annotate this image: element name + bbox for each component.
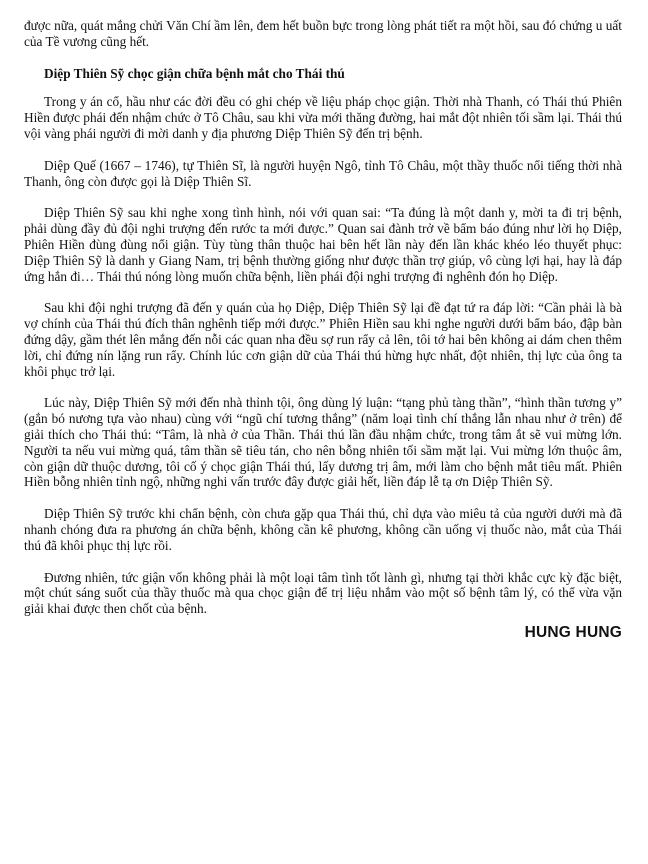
paragraph: Diệp Quế (1667 – 1746), tự Thiên Sĩ, là người huyện Ngô, tỉnh Tô Châu, một thầy thuốc nổi tiếng thời nhà Thanh, ông còn được gọi là Diệp Thiên Sĩ. <box>24 157 622 189</box>
paragraph: Trong y án cổ, hầu như các đời đều có ghi chép về liệu pháp chọc giận. Thời nhà Thanh, có Thái thú Phiên Hiền được phái đến nhậm chức ở Tô Châu, sau khi vừa mới thăng đường, hai mắt đột nhiên tối sầm lại. Thái thú vội vàng phái người đi mời danh y địa phương Diệp Thiên Sỹ đến trị bệnh. <box>24 94 622 141</box>
author-byline: HUNG HUNG <box>524 623 622 641</box>
paragraph: Đương nhiên, tức giận vốn không phải là một loại tâm tình tốt lành gì, nhưng tại thời khắc cực kỳ đặc biệt, một chút sáng suốt của thầy thuốc mà qua chọc giận để trị liệu nhắm vào một số bệnh tâm lý, có thể vừa vặn giải khai được then chốt của bệnh. <box>24 569 622 617</box>
paragraph: Diệp Thiên Sỹ trước khi chẩn bệnh, còn chưa gặp qua Thái thú, chỉ dựa vào miêu tả của người dưới mà đã nhanh chóng đưa ra phương án chữa bệnh, không cần kê phương, không cần uống vị thuốc nào, mắt của Thái thú đã khôi phục thị lực rồi. <box>24 506 622 553</box>
section-heading: Diệp Thiên Sỹ chọc giận chữa bệnh mắt cho Thái thú <box>44 65 345 81</box>
paragraph: Diệp Thiên Sỹ sau khi nghe xong tình hình, nói với quan sai: “Ta đúng là một danh y, mời ta đi trị bệnh, phải dùng đầy đủ đội nghi trượng đến rước ta mới được.” Quan sai đành trở về bẩm báo đúng như lời họ Diệp, Phiên Hiền đùng đùng nổi giận. Tùy tùng thân thuộc hai bên hết lần này đến lần khác khéo léo thuyết phục: Diệp Thiên Sỹ là danh y Giang Nam, trị bệnh thường giống như được thần trợ giúp, vô cùng lợi hại, hay là đáp ứng hắn đi… Thái thú nóng lòng muốn chữa bệnh, liền phái đội nghi trượng đi nghênh đón họ Diệp. <box>24 205 622 284</box>
paragraph: Lúc này, Diệp Thiên Sỹ mới đến nhà thỉnh tội, ông dùng lý luận: “tạng phủ tàng thần”, “hình thần tương y” (gắn bó nương tựa vào nhau) cùng với “ngũ chí tương thắng” (năm loại tình chí thắng lẫn nhau như ở trên) để giải thích cho Thái thú: “Tâm, là nhà ở của Thần. Thái thú lần đầu nhậm chức, trong tâm ắt sẽ vui mừng lớn. Người ta nếu vui mừng quá, tâm thần sẽ tiêu tán, cho nên bỗng nhiên tối sầm mặt lại. Vui mừng lớn thuộc âm, còn giận dữ thuộc dương, tôi cố ý chọc giận Thái thú, lấy dương trị âm, mới làm cho bệnh mắt tiêu mất. Phiên Hiền bỗng nhiên tỉnh ngộ, những nghi vấn trước đây được giải hết, liền đáp lễ tạ ơn Diệp Thiên Sỹ. <box>24 395 622 490</box>
article <box>24 18 622 641</box>
paragraph-continued: được nữa, quát mắng chửi Văn Chí ầm lên, đem hết buồn bực trong lòng phát tiết ra một hồi, sau đó chứng u uất của Tề vương cũng hết. <box>24 18 622 49</box>
paragraph: Sau khi đội nghi trượng đã đến y quán của họ Diệp, Diệp Thiên Sỹ lại đề đạt tứ ra đáp lời: “Cần phải là bà vợ chính của Thái thú đích thân nghênh tiếp mới được.” Phiên Hiền sau khi nghe người dưới bẩm báo, đập bàn đứng dậy, gầm thét lên mắng đến nỗi các quan nha đều sợ run rẩy cả lên, tôi tớ hai bên không ai dám chen thêm lời, chỉ đứng nín lặng run rẩy. Chính lúc cơn giận dữ của Thái thú hừng hực nhất, đột nhiên, thị lực của ông ta khôi phục trở lại. <box>24 300 622 379</box>
